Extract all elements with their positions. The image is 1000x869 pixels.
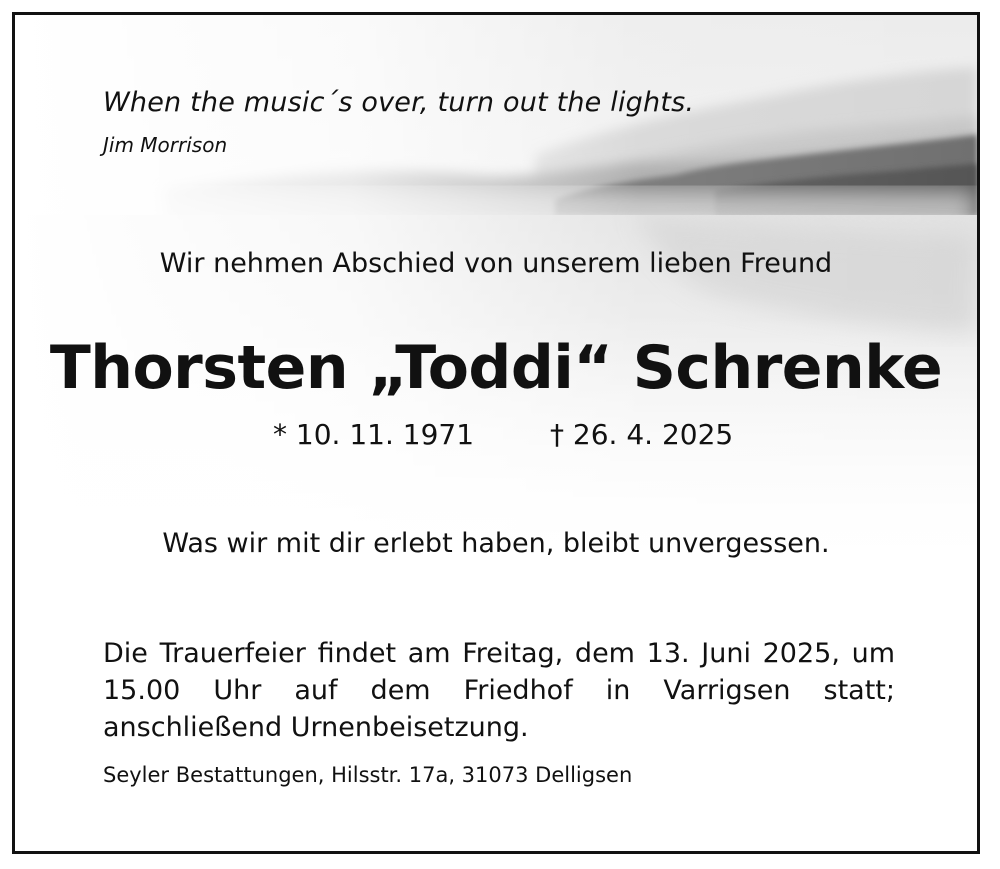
undertaker-line: Seyler Bestattungen, Hilsstr. 17a, 31073 Delligsen (103, 763, 633, 787)
intro-line: Wir nehmen Abschied von unserem lieben Freund (159, 248, 833, 279)
notice-border (12, 12, 980, 854)
ceremony-paragraph: Die Trauerfeier findet am Freitag, dem 13. Juni 2025, um 15.00 Uhr auf dem Friedhof in Varrigsen statt; anschließend Urnenbeisetzung. (103, 638, 895, 743)
birth-date: * 10. 11. 1971 (273, 418, 475, 451)
memory-line: Was wir mit dir erlebt haben, bleibt unvergessen. (162, 528, 830, 559)
deceased-name: Thorsten „Toddi“ Schrenke (49, 333, 943, 403)
quote-author: Jim Morrison (103, 133, 228, 157)
death-date: † 26. 4. 2025 (550, 418, 734, 451)
quote-text: When the music´s over, turn out the lights. (103, 87, 695, 118)
